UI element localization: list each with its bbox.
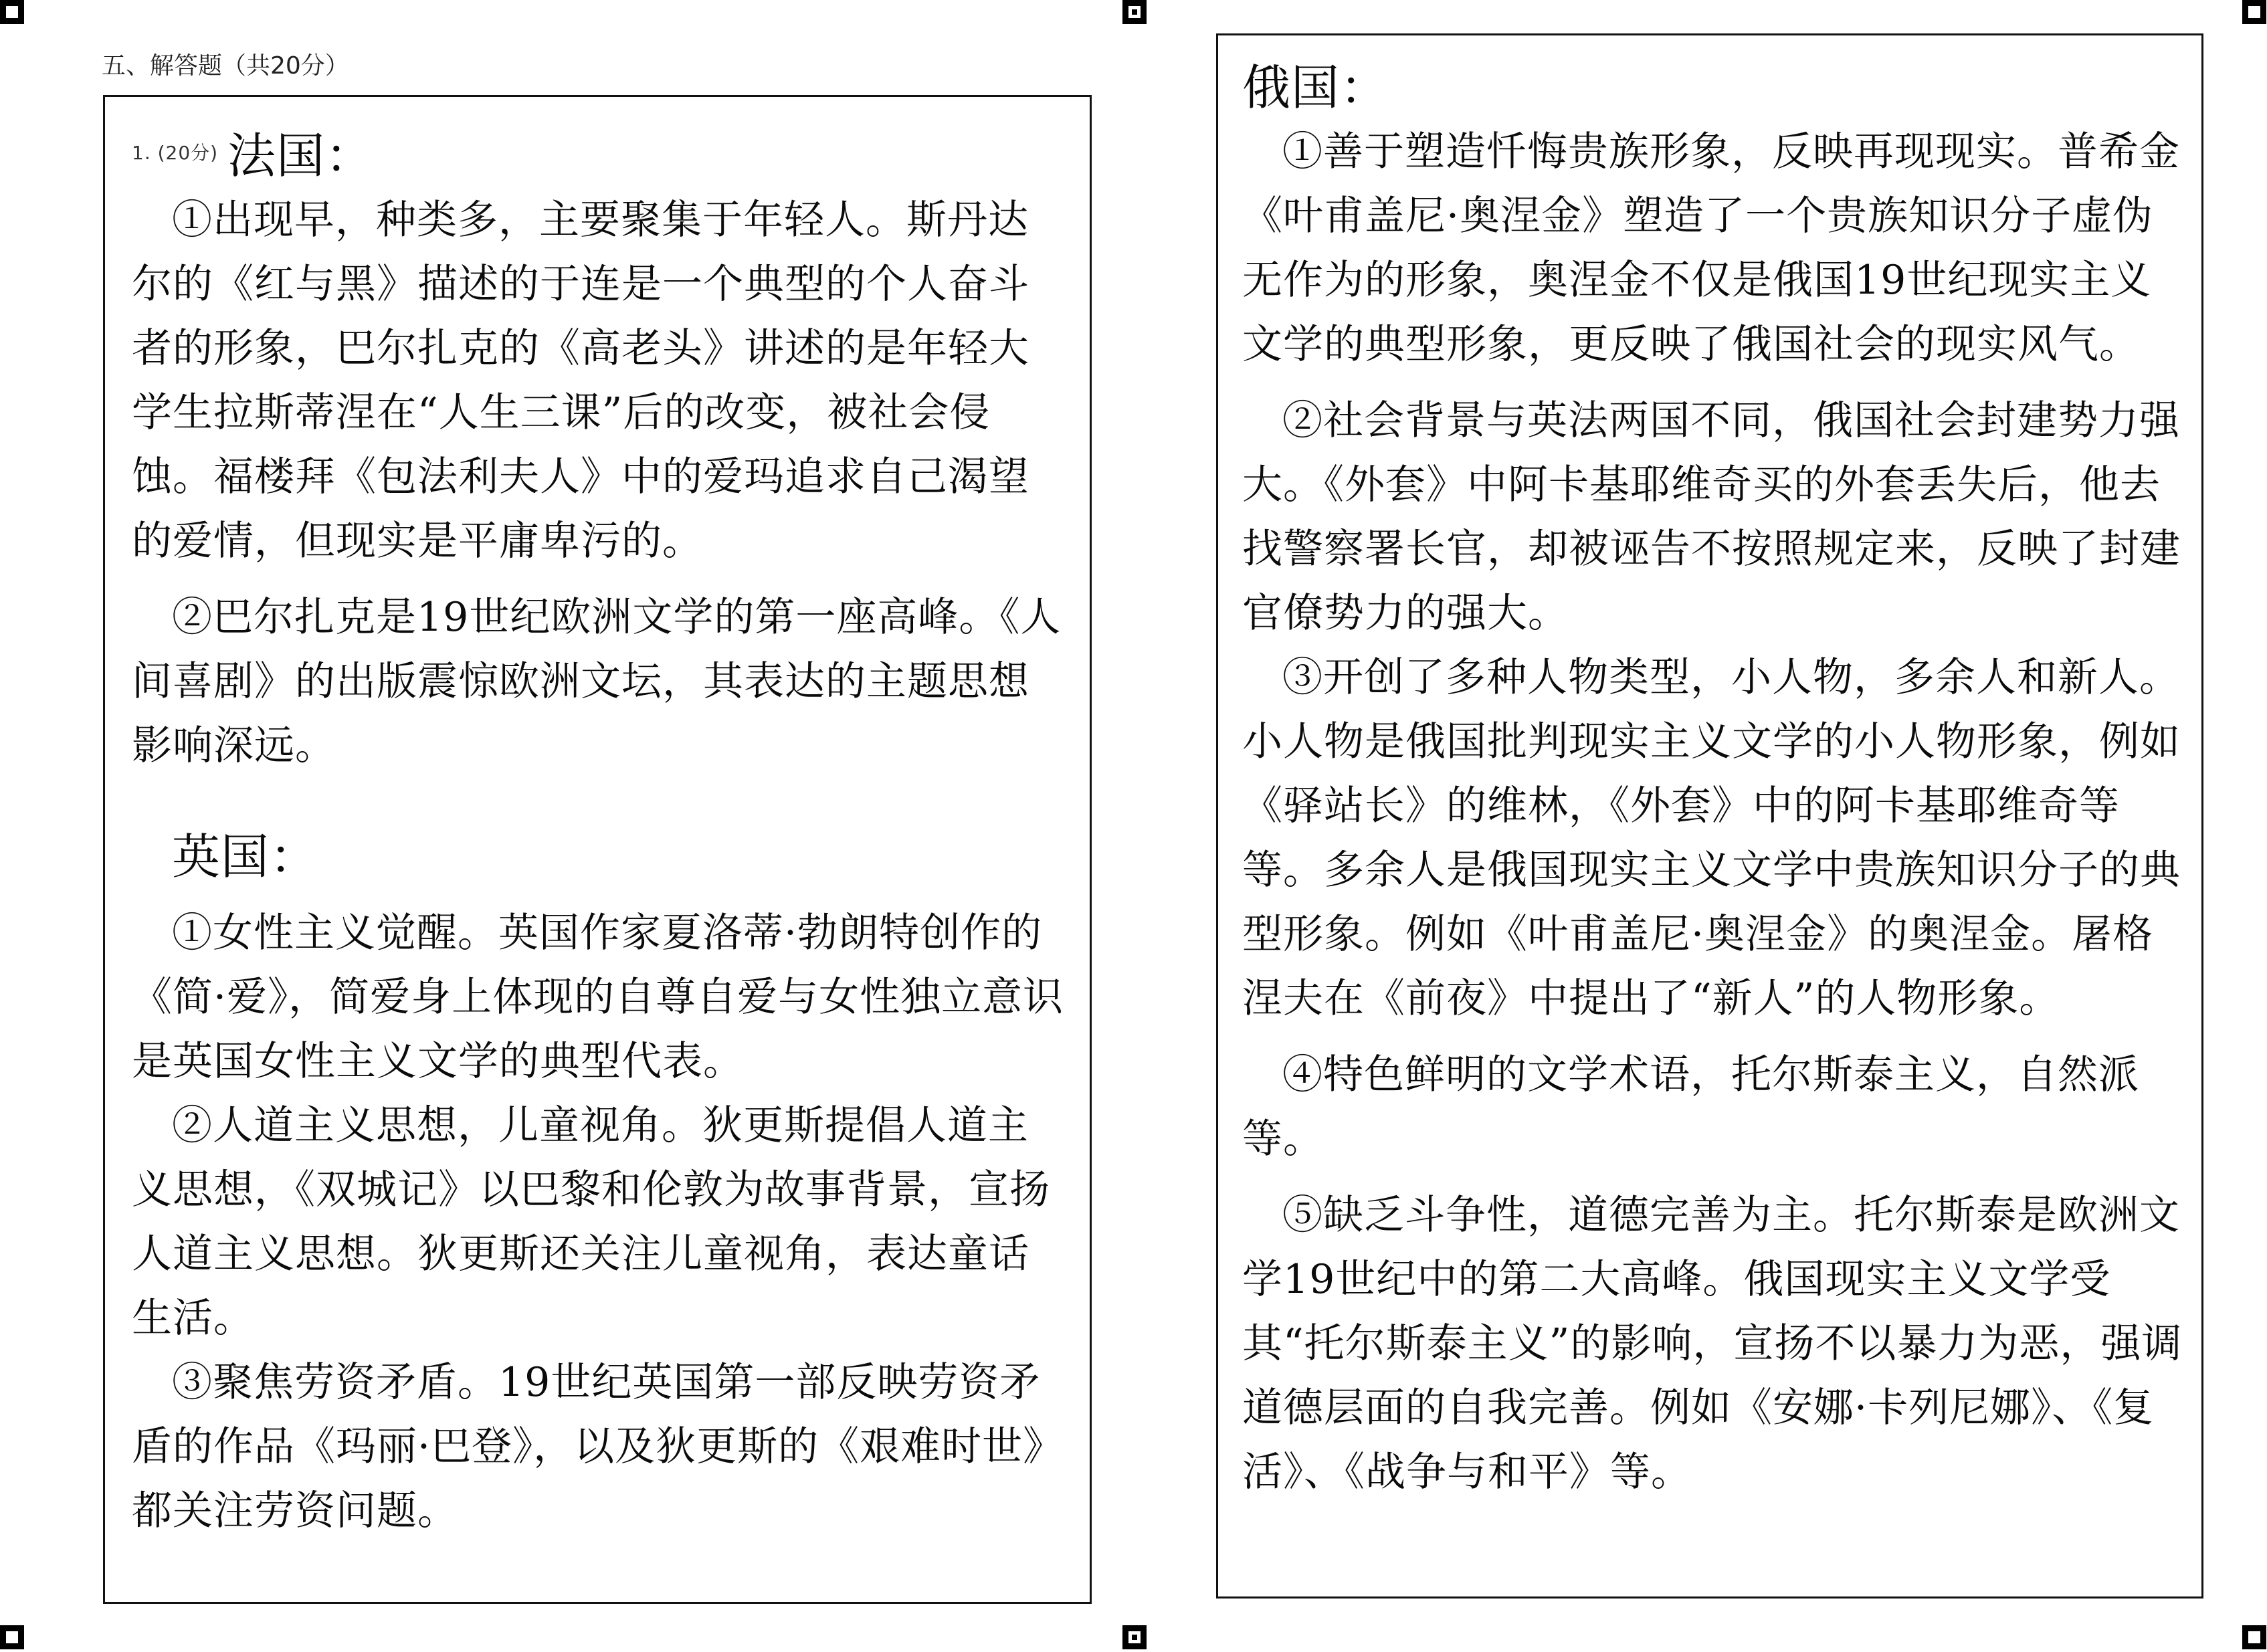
question-label: 1. (20分) — [132, 142, 219, 164]
section-title: 五、解答题（共20分） — [102, 52, 349, 80]
england-paragraph-3: ③聚焦劳资矛盾。19世纪英国第一部反映劳资矛盾的作品《玛丽·巴登》，以及狄更斯的《艰难时世》都关注劳资问题。 — [132, 1359, 1064, 1534]
russia-heading: 俄国： — [1242, 60, 1389, 116]
france-heading: 法国： — [227, 128, 375, 184]
answer-box-right — [1216, 33, 2203, 1598]
england-heading: 英国： — [172, 829, 319, 885]
russia-paragraph-5: ⑤缺乏斗争性，道德完善为主。托尔斯泰是欧洲文学19世纪中的第二大高峰。俄国现实主义文学受其“托尔斯泰主义”的影响，宣扬不以暴力为恶，强调道德层面的自我完善。例如《安娜·卡列尼娜》、《复活》、《战争与和平》等。 — [1242, 1192, 2183, 1495]
france-paragraph-2: ②巴尔扎克是19世纪欧洲文学的第一座高峰。《人间喜剧》的出版震惊欧洲文坛，其表达的主题思想影响深远。 — [132, 594, 1062, 769]
russia-paragraph-2: ②社会背景与英法两国不同，俄国社会封建势力强大。《外套》中阿卡基耶维奇买的外套丢失后，他去找警察署长官，却被诬告不按照规定来，反映了封建官僚势力的强大。 — [1242, 397, 2181, 637]
registration-marker-bottom-left — [0, 1625, 24, 1649]
england-paragraph-1: ①女性主义觉醒。英国作家夏洛蒂·勃朗特创作的《简·爱》，简爱身上体现的自尊自爱与女性独立意识是英国女性主义文学的典型代表。 — [132, 910, 1064, 1085]
registration-marker-top-center — [1122, 0, 1147, 24]
russia-paragraph-1: ①善于塑造忏悔贵族形象，反映再现现实。普希金《叶甫盖尼·奥涅金》塑造了一个贵族知识分子虚伪无作为的形象，奥涅金不仅是俄国19世纪现实主义文学的典型形象，更反映了俄国社会的现实风气。 — [1242, 128, 2180, 368]
registration-marker-bottom-right — [2242, 1625, 2266, 1649]
england-paragraph-2: ②人道主义思想，儿童视角。狄更斯提倡人道主义思想，《双城记》以巴黎和伦敦为故事背景，宣扬人道主义思想。狄更斯还关注儿童视角，表达童话生活。 — [132, 1102, 1050, 1342]
france-paragraph-1: ①出现早，种类多，主要聚集于年轻人。斯丹达尔的《红与黑》描述的于连是一个典型的个人奋斗者的形象，巴尔扎克的《高老头》讲述的是年轻大学生拉斯蒂涅在“人生三课”后的改变，被社会侵蚀。福楼拜《包法利夫人》中的爱玛追求自己渴望的爱情，但现实是平庸卑污的。 — [132, 197, 1029, 564]
answer-box-left — [103, 95, 1092, 1604]
russia-paragraph-3: ③开创了多种人物类型，小人物，多余人和新人。小人物是俄国批判现实主义文学的小人物形象，例如《驿站长》的维林，《外套》中的阿卡基耶维奇等等。多余人是俄国现实主义文学中贵族知识分子的典型形象。例如《叶甫盖尼·奥涅金》的奥涅金。屠格涅夫在《前夜》中提出了“新人”的人物形象。 — [1242, 654, 2181, 1022]
registration-marker-top-right — [2242, 0, 2266, 24]
registration-marker-bottom-center — [1122, 1625, 1147, 1649]
registration-marker-top-left — [0, 0, 24, 24]
france-heading-line — [132, 124, 1067, 188]
russia-paragraph-4: ④特色鲜明的文学术语，托尔斯泰主义，自然派等。 — [1242, 1051, 2139, 1162]
